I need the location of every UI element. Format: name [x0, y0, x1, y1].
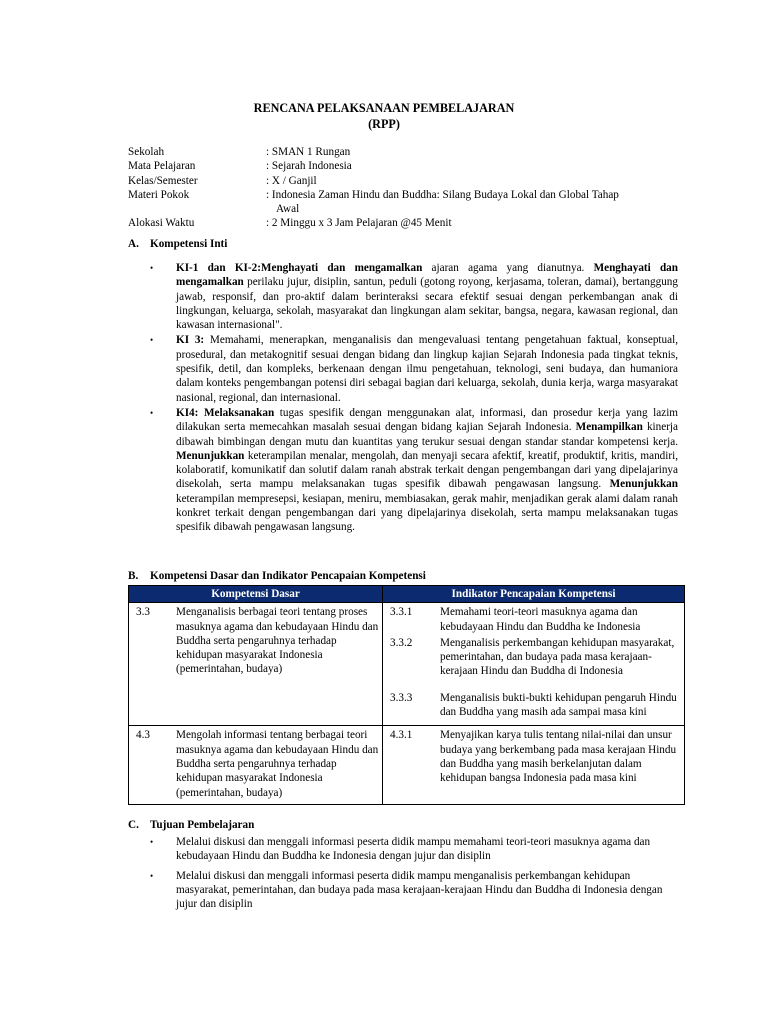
bullet-icon: • [150, 263, 154, 273]
table-row [129, 726, 685, 804]
identity-value: : X / Ganjil [266, 174, 317, 187]
indicator-cell [383, 603, 685, 726]
section-a-heading [128, 237, 227, 251]
identity-block [128, 145, 683, 231]
kd-code: 4.3 [136, 729, 150, 742]
identity-value [266, 188, 683, 217]
title-line-1: RENCANA PELAKSANAAN PEMBELAJARAN [253, 101, 515, 115]
kd-code: 3.3 [136, 606, 150, 619]
indicator-code: 3.3.1 [390, 606, 413, 619]
indicator-item [386, 605, 681, 634]
identity-row-sekolah [128, 145, 683, 159]
section-title: Kompetensi Inti [150, 238, 228, 250]
ki-label: KI4: Melaksanakan [176, 406, 275, 419]
section-number: B. [128, 570, 139, 582]
identity-label: Mata Pelajaran [128, 160, 196, 173]
column-header: Kompetensi Dasar [129, 586, 383, 603]
objective-list [148, 835, 678, 912]
kd-cell [129, 726, 383, 804]
identity-value: : 2 Minggu x 3 Jam Pelajaran @45 Menit [266, 217, 452, 230]
section-number: A. [128, 238, 139, 250]
table-header-row [129, 586, 685, 603]
list-item [148, 835, 678, 864]
indicator-text: Menganalisis bukti-bukti kehidupan pengaruh Hindu dan Buddha yang masih ada sampai masa kini [440, 691, 677, 719]
indicator-code: 4.3.1 [390, 729, 413, 742]
section-b-heading [128, 569, 426, 583]
section-c-heading [128, 818, 254, 832]
identity-label: Kelas/Semester [128, 174, 198, 187]
section-number: C. [128, 819, 139, 831]
bullet-icon: • [150, 335, 154, 346]
indicator-text: Menyajikan karya tulis tentang nilai-nilai dan unsur budaya yang berkembang pada masa kerajaan Hindu dan Buddha yang masih berkelanjutan dalam kehidupan bangsa Indonesia pada masa kini [440, 729, 677, 785]
kd-text: Menganalisis berbagai teori tentang proses masuknya agama dan kebudayaan Hindu dan Buddha serta pengaruhnya terhadap kehidupan masyarakat Indonesia (pemerintahan, budaya) [176, 606, 379, 676]
indicator-item [386, 728, 681, 785]
indicator-cell [383, 726, 685, 804]
bullet-icon: • [150, 870, 154, 881]
list-item-ki4: • KI4: Melaksanakan tugas spesifik dengan menggunakan alat, informasi, dan prosedur kerja yang lazim dilakukan serta memecahkan masalah sesuai dengan bidang kajian Sejarah Indonesia. Menampilkan kinerja dibawah bimbingan dengan mutu dan kuantitas yang terukur sesuai dengan standar standar kompetensi kerja. Menunjukkan keterampilan menalar, mengolah, dan menyaji secara afektif, kreatif, produktif, kritis, mandiri, kolaboratif, komunikatif dan solutif dalam ranah abstrak terkait dengan pengembangan dari yang dipelajarinya disekolah, serta mampu melaksanakan tugas spesifik dibawah pengawasan langsung. Menunjukkan keterampilan mempresepsi, kesiapan, meniru, membiasakan, gerak mahir, menjadikan gerak alami dalam ranah konkret terkait dengan pengembangan dari yang dipelajarinya disekolah, serta mampu melaksanakan tugas spesifik dibawah pengawasan langsung. [150, 406, 679, 534]
list-item [148, 869, 678, 912]
section-title: Tujuan Pembelajaran [150, 819, 255, 831]
identity-value: : Sejarah Indonesia [266, 160, 352, 173]
objective-text: Melalui diskusi dan menggali informasi peserta didik mampu menganalisis perkembangan kehidupan masyarakat, pemerintahan, dan budaya pada masa kerajaan-kerajaan Hindu dan Buddha di Indonesia dengan jujur dan disiplin [176, 869, 663, 911]
identity-value-cont: Awal [276, 203, 300, 216]
identity-label: Sekolah [128, 146, 165, 158]
indicator-item [386, 636, 681, 679]
identity-row-kelas [128, 174, 683, 188]
identity-value-line: : Indonesia Zaman Hindu dan Buddha: Silang Budaya Lokal dan Global Tahap [266, 188, 619, 201]
indicator-code: 3.3.3 [390, 691, 413, 704]
section-title: Kompetensi Dasar dan Indikator Pencapaian Kompetensi [150, 570, 426, 582]
bullet-icon: • [150, 837, 154, 847]
identity-row-alokasi [128, 216, 683, 230]
bullet-icon: • [150, 407, 154, 418]
document-title [128, 100, 640, 132]
list-item-ki12: • KI-1 dan KI-2:Menghayati dan mengamalkan ajaran agama yang dianutnya. Menghayati dan mengamalkan perilaku jujur, disiplin, santun, peduli (gotong royong, kerjasama, toleran, damai), bertanggung jawab, responsif, dan pro-aktif dalam berinteraksi secara efektif sesuai dengan perkembangan anak di lingkungan, keluarga, sekolah, masyarakat dan lingkungan alam sekitar, bangsa, negara, kawasan regional, dan kawasan internasional". [150, 262, 678, 332]
list-item-ki3: • KI 3: Memahami, menerapkan, menganalisis dan mengevaluasi tentang pengetahuan faktual, konseptual, prosedural, dan metakognitif sesuai dengan bidang dan lingkup kajian Sejarah Indonesia pada tingkat teknis, spesifik, detil, dan kompleks, berkenaan dengan ilmu pengetahuan, teknologi, seni budaya, dan humaniora dalam konteks pengembangan potensi diri sebagai bagian dari keluarga, sekolah, dunia kerja, warga masyarakat nasional, regional, dan internasional. [150, 334, 679, 404]
column-header: Indikator Pencapaian Kompetensi [383, 586, 685, 603]
identity-label: Alokasi Waktu [128, 217, 195, 230]
identity-label: Materi Pokok [128, 188, 190, 201]
identity-value: : SMAN 1 Rungan [266, 146, 351, 158]
indicator-item [386, 691, 681, 720]
indicator-code: 3.3.2 [390, 636, 413, 649]
identity-row-materi [128, 188, 683, 217]
kd-table [128, 585, 685, 805]
ki-label: KI 3: [176, 334, 205, 347]
indicator-text: Menganalisis perkembangan kehidupan masyarakat, pemerintahan, dan budaya pada masa kerajaan-kerajaan Hindu dan Buddha di Indonesia [440, 636, 675, 678]
ki-list [148, 261, 678, 536]
kd-text: Mengolah informasi tentang berbagai teori masuknya agama dan kebudayaan Hindu dan Buddha serta pengaruhnya terhadap kehidupan masyarakat Indonesia (pemerintahan, budaya) [176, 729, 379, 799]
ki-label: KI-1 dan KI-2:Menghayati dan mengamalkan [176, 262, 423, 274]
table-row [129, 603, 685, 726]
title-line-2: (RPP) [368, 117, 400, 131]
indicator-text: Memahami teori-teori masuknya agama dan kebudayaan Hindu dan Buddha ke Indonesia [440, 606, 641, 633]
kd-cell [129, 603, 383, 726]
identity-row-mapel [128, 159, 683, 173]
objective-text: Melalui diskusi dan menggali informasi peserta didik mampu memahami teori-teori masuknya agama dan kebudayaan Hindu dan Buddha ke Indonesia dengan jujur dan disiplin [176, 836, 651, 863]
